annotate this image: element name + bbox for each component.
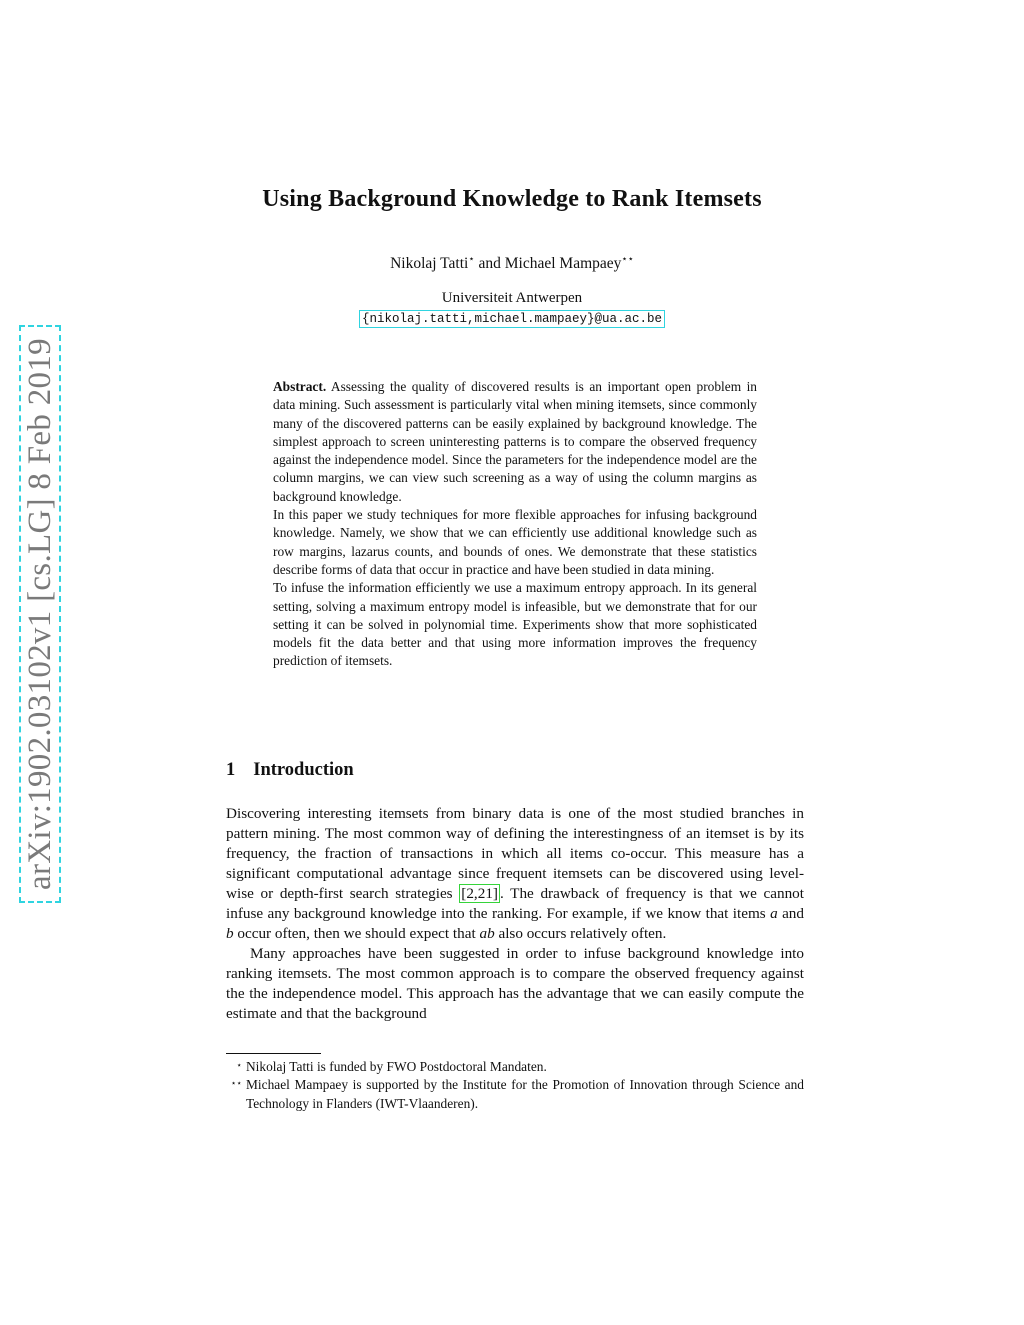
body-text-segment: occur often, then we should expect that <box>233 925 480 942</box>
author-name: Nikolaj Tatti <box>390 255 469 273</box>
footnote-marker: ⋆ <box>236 1060 242 1070</box>
abstract-text: Assessing the quality of discovered results is an important open problem in data mining. Such assessment is particularly vital when mining itemsets, since commonly many of the discovered patterns can be easily explained by background knowledge. The simplest approach to screen uninteresting patterns is to compare the observed frequency against the independence model. Since the parameters for the independence model are the column margins, we can view such screening as a way of using the column margins as background knowledge. <box>273 379 758 504</box>
abstract-label: Abstract. <box>273 379 327 394</box>
footnote <box>226 1076 804 1113</box>
footnote-marker: ⋆⋆ <box>621 254 634 265</box>
author-name: Michael Mampaey <box>504 255 622 273</box>
math-variable: b <box>226 925 234 942</box>
body-text-segment: Discovering interesting itemsets from binary data is one of the most studied branches in pattern mining. The most common way of defining the interestingness of an itemset is by its frequency, the fraction of transactions in which all items co-occur. This measure has a significant computational advantage since frequent itemsets can be discovered using level-wise or depth-first search strategies <box>226 805 804 902</box>
footnote-marker: ⋆ <box>468 254 475 265</box>
paper-title: Using Background Knowledge to Rank Itemsets <box>262 186 762 212</box>
abstract <box>273 378 757 671</box>
footnote-divider <box>226 1053 321 1054</box>
email-link[interactable]: {nikolaj.tatti,michael.mampaey}@ua.ac.be <box>359 310 665 328</box>
footnote-marker: ⋆⋆ <box>230 1078 242 1089</box>
body-text-segment: and <box>777 905 804 922</box>
citation-ref[interactable]: 21 <box>477 885 493 902</box>
body-text-segment: also occurs relatively often. <box>494 925 667 942</box>
citation-bracket: ] <box>492 885 498 902</box>
section-heading <box>226 760 354 781</box>
footnote-text: Nikolaj Tatti is funded by FWO Postdoctoral Mandaten. <box>246 1059 547 1074</box>
footnote <box>226 1058 804 1076</box>
body-text-segment: . The drawback of frequency is that we cannot infuse any background knowledge into the ranking. For example, if we know that items <box>226 885 804 922</box>
section-title: Introduction <box>253 760 354 780</box>
math-variable: a <box>770 905 778 922</box>
email-row <box>0 309 1024 328</box>
affiliation: Universiteit Antwerpen <box>441 290 583 306</box>
arxiv-identifier-stamp[interactable]: arXiv:1902.03102v1 [cs.LG] 8 Feb 2019 <box>19 325 61 903</box>
math-variable: ab <box>479 925 495 942</box>
abstract-paragraph <box>273 378 757 506</box>
footnote-text: Michael Mampaey is supported by the Institute for the Promotion of Innovation through Science and Technology in Flanders (IWT-Vlaanderen). <box>246 1077 804 1111</box>
section-number: 1 <box>226 760 236 780</box>
footnotes <box>226 1058 804 1113</box>
introduction-body <box>226 804 804 1024</box>
author-separator: and <box>474 255 505 273</box>
citation-link[interactable] <box>459 884 500 903</box>
abstract-paragraph: To infuse the information efficiently we use a maximum entropy approach. In its general setting, solving a maximum entropy model is infeasible, but we demonstrate that for our setting it can be solved in polynomial time. Experiments show that more sophisticated models fit the data better and that using more information improves the frequency prediction of itemsets. <box>273 580 757 669</box>
citation-bracket: [ <box>461 885 467 902</box>
citation-ref[interactable]: 2 <box>466 885 474 902</box>
citation-separator: , <box>473 885 478 902</box>
author-line <box>0 254 1024 273</box>
body-paragraph <box>226 804 804 944</box>
body-paragraph: Many approaches have been suggested in order to infuse background knowledge into ranking itemsets. The most common approach is to compare the observed frequency against the the independence model. This approach has the advantage that we can easily compute the estimate and that the background <box>226 945 804 1022</box>
abstract-paragraph: In this paper we study techniques for more flexible approaches for infusing background knowledge. Namely, we show that we can efficiently use additional knowledge such as row margins, lazarus counts, and bounds of ones. We demonstrate that these statistics describe forms of data that occur in practice and have been studied in data mining. <box>273 507 757 577</box>
